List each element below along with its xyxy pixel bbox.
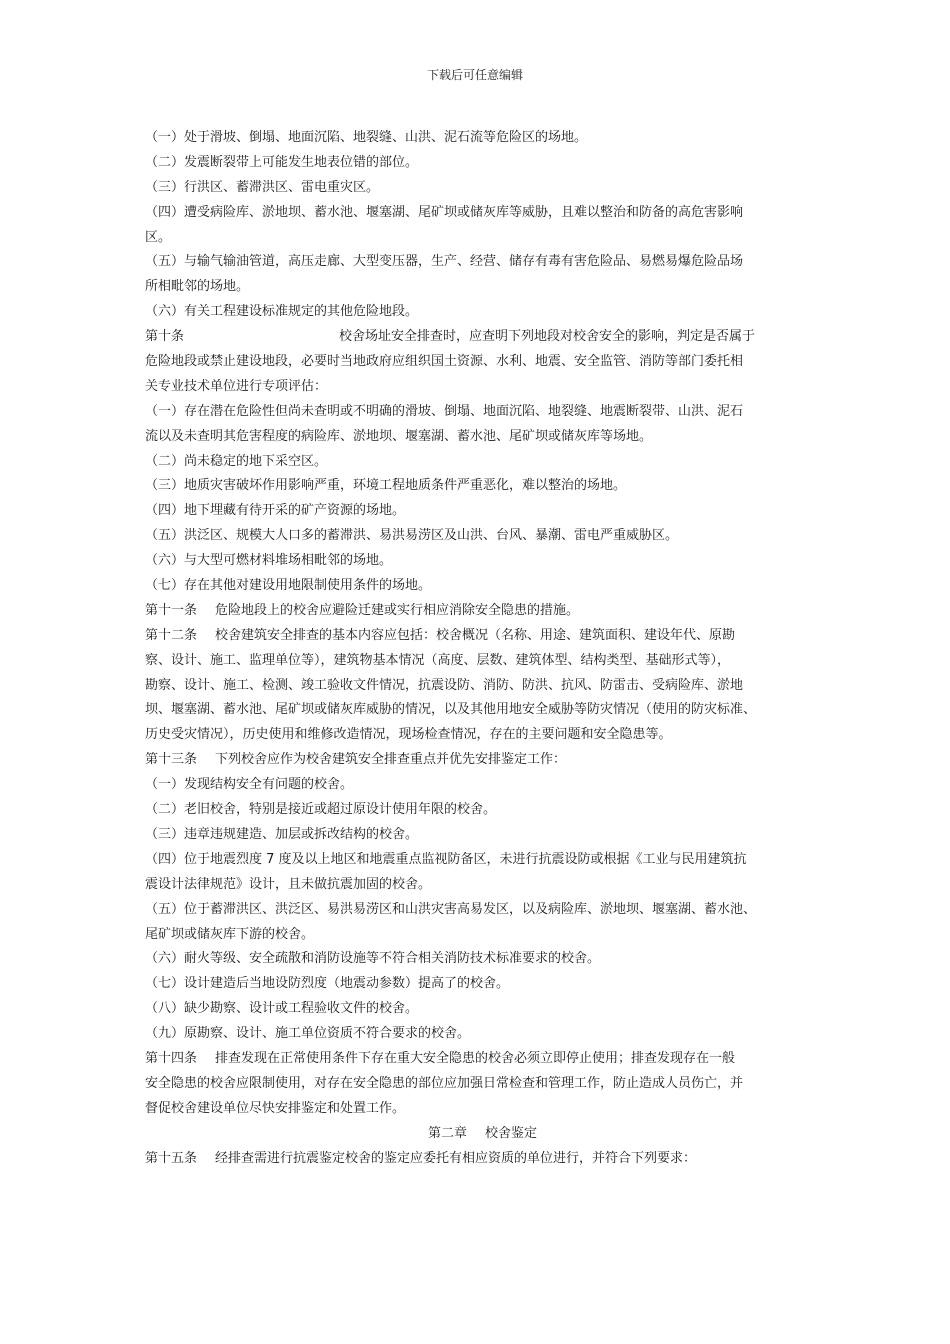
text-line: 坝、堰塞湖、蓄水池、尾矿坝或储灰库威胁的情况，以及其他用地安全威胁等防灾情况（使用的防灾标准、 xyxy=(145,702,757,718)
text-line: （五）与输气输油管道，高压走廊、大型变压器，生产、经营、储存有毒有害危险品、易燃易爆危险品场 xyxy=(145,254,744,270)
text-line: 安全隐患的校舍应限制使用，对存在安全隐患的部位应加强日常检查和管理工作，防止造成人员伤亡，并 xyxy=(145,1075,744,1091)
text-line: （四）地下埋藏有待开采的矿产资源的场地。 xyxy=(145,503,406,519)
text-line: 尾矿坝或储灰库下游的校舍。 xyxy=(145,926,315,942)
text-line: （八）缺少勘察、设计或工程验收文件的校舍。 xyxy=(145,1001,419,1017)
text-line: 察、设计、施工、监理单位等），建筑物基本情况（高度、层数、建筑体型、结构类型、基础形式等）， xyxy=(145,652,731,668)
article-line xyxy=(145,748,820,773)
article-label: 第十三条 xyxy=(145,752,198,768)
text-line: （六）与大型可燃材料堆场相毗邻的场地。 xyxy=(145,553,393,569)
text-line: （三）违章违规建造、加层或拆改结构的校舍。 xyxy=(145,826,419,842)
article-line xyxy=(145,599,820,624)
text-line: （七）设计建造后当地设防烈度（地震动参数）提高了的校舍。 xyxy=(145,976,510,992)
text-line: 震设计法律规范》设计，且未做抗震加固的校舍。 xyxy=(145,876,432,892)
text-line: （五）位于蓄滞洪区、洪泛区、易洪易涝区和山洪灾害高易发区，以及病险库、淤地坝、堰塞湖、蓄水池、 xyxy=(145,901,757,917)
text-line: （一）存在潜在危险性但尚未查明或不明确的滑坡、倒塌、地面沉陷、地裂缝、地震断裂带、山洪、泥石 xyxy=(145,403,744,419)
document-body xyxy=(145,126,820,1171)
article-line xyxy=(145,1047,820,1072)
text-line: （二）尚未稳定的地下采空区。 xyxy=(145,453,328,469)
text-line: 危险地段或禁止建设地段，必要时当地政府应组织国土资源、水利、地震、安全监管、消防等部门委托相 xyxy=(145,354,744,370)
text-line: （一）发现结构安全有问题的校舍。 xyxy=(145,777,354,793)
text-line: （四）位于地震烈度 7 度及以上地区和地震重点监视防备区，未进行抗震设防或根据《工业与民用建筑抗 xyxy=(145,851,747,867)
text-line: 所相毗邻的场地。 xyxy=(145,279,250,295)
chapter-title: 校舍鉴定 xyxy=(485,1125,538,1141)
article-text: 排查发现在正常使用条件下存在重大安全隐患的校舍必须立即停止使用；排查发现存在一般 xyxy=(215,1050,736,1066)
text-line: 区。 xyxy=(145,229,172,245)
text-line: 督促校舍建设单位尽快安排鉴定和处置工作。 xyxy=(145,1100,406,1116)
article-label: 第十一条 xyxy=(145,602,198,618)
text-line: （四）遭受病险库、淤地坝、蓄水池、堰塞湖、尾矿坝或储灰库等威胁，且难以整治和防备的高危害影响 xyxy=(145,204,744,220)
article-label: 第十条 xyxy=(145,329,185,345)
text-line: 勘察、设计、施工、检测、竣工验收文件情况，抗震设防、消防、防洪、抗风、防雷击、受病险库、淤地 xyxy=(145,677,744,693)
article-text: 下列校舍应作为校舍建筑安全排查重点并优先安排鉴定工作： xyxy=(215,752,567,768)
text-line: （六）耐火等级、安全疏散和消防设施等不符合相关消防技术标准要求的校舍。 xyxy=(145,951,601,967)
text-line: （七）存在其他对建设用地限制使用条件的场地。 xyxy=(145,578,432,594)
article-text: 经排查需进行抗震鉴定校舍的鉴定应委托有相应资质的单位进行，并符合下列要求： xyxy=(215,1150,697,1166)
page-header: 下载后可任意编辑 xyxy=(426,68,523,82)
text-line: （三）行洪区、蓄滞洪区、雷电重灾区。 xyxy=(145,179,380,195)
text-line: 关专业技术单位进行专项评估： xyxy=(145,378,328,394)
article-label: 第十五条 xyxy=(145,1150,198,1166)
text-line: 历史受灾情况），历史使用和维修改造情况，现场检查情况，存在的主要问题和安全隐患等。 xyxy=(145,727,672,743)
article-text: 危险地段上的校舍应避险迁建或实行相应消除安全隐患的措施。 xyxy=(215,602,580,618)
text-line: （五）洪泛区、规模大人口多的蓄滞洪、易洪易涝区及山洪、台风、暴潮、雷电严重威胁区。 xyxy=(145,528,679,544)
article-label: 第十二条 xyxy=(145,627,198,643)
article-line xyxy=(145,325,820,350)
text-line: （二）老旧校舍，特别是接近或超过原设计使用年限的校舍。 xyxy=(145,802,497,818)
text-line: 流以及未查明其危害程度的病险库、淤地坝、堰塞湖、蓄水池、尾矿坝或储灰库等场地。 xyxy=(145,428,653,444)
chapter-heading xyxy=(145,1122,820,1147)
text-line: （三）地质灾害破坏作用影响严重，环境工程地质条件严重恶化，难以整治的场地。 xyxy=(145,478,627,494)
article-text: 校舍场址安全排查时，应查明下列地段对校舍安全的影响，判定是否属于 xyxy=(339,329,756,345)
article-line xyxy=(145,1147,820,1172)
chapter-label: 第二章 xyxy=(427,1125,467,1141)
article-line xyxy=(145,624,820,649)
text-line: （二）发震断裂带上可能发生地表位错的部位。 xyxy=(145,154,419,170)
text-line: （九）原勘察、设计、施工单位资质不符合要求的校舍。 xyxy=(145,1026,471,1042)
article-label: 第十四条 xyxy=(145,1050,198,1066)
article-text: 校舍建筑安全排查的基本内容应包括：校舍概况（名称、用途、建筑面积、建设年代、原勘 xyxy=(215,627,736,643)
text-line: （一）处于滑坡、倒塌、地面沉陷、地裂缝、山洪、泥石流等危险区的场地。 xyxy=(145,130,588,145)
text-line: （六）有关工程建设标准规定的其他危险地段。 xyxy=(145,304,419,320)
